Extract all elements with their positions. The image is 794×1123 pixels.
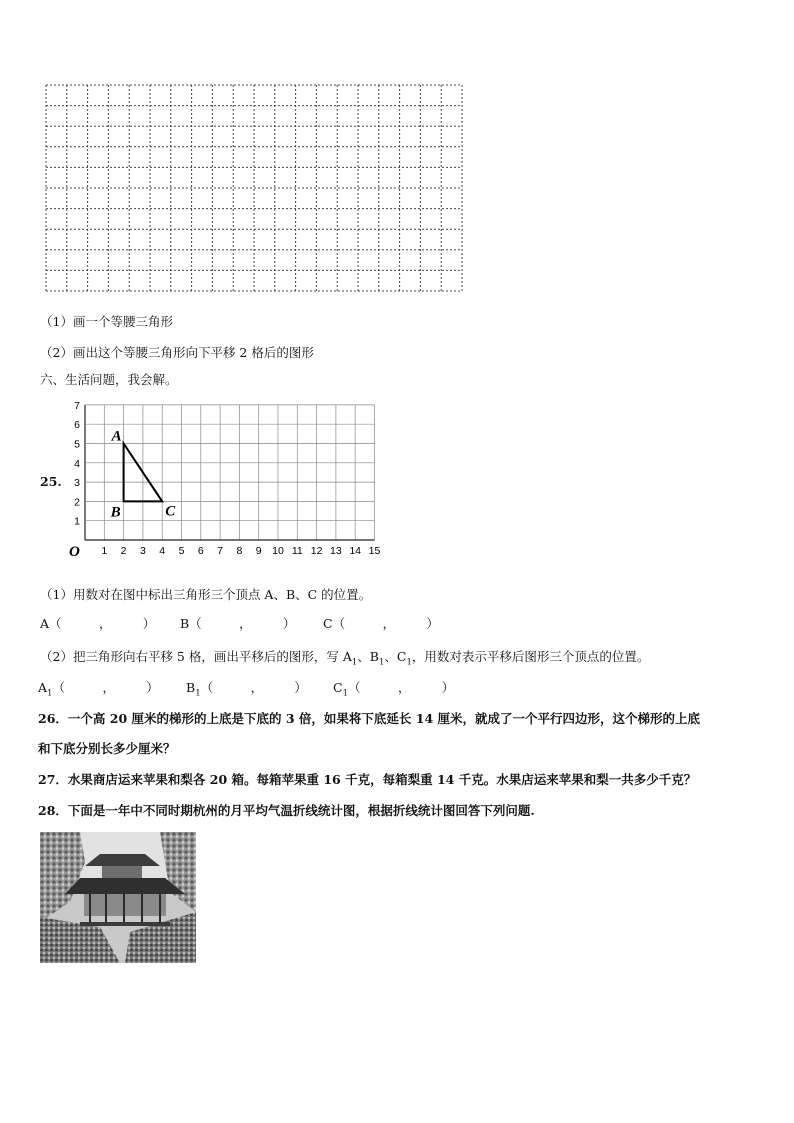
x-tick-label: 13 xyxy=(330,545,342,557)
x-tick-label: 9 xyxy=(255,545,262,557)
x-tick-label: 2 xyxy=(120,545,127,557)
question-25-number: 25. xyxy=(40,474,62,489)
subscript-1: 1 xyxy=(351,657,358,668)
answer-c1 xyxy=(333,678,454,699)
grid-question-2: （2）画出这个等腰三角形向下平移 2 格后的图形 xyxy=(40,345,314,360)
x-tick-label: 10 xyxy=(272,545,284,557)
q25-sub2-post: ，用数对表示平移后图形三个顶点的位置。 xyxy=(411,649,650,664)
vertex-label-c: C xyxy=(165,503,176,520)
section-six-title: 六、生活问题，我会解。 xyxy=(40,372,178,387)
question-26-line2: 和下底分别长多少厘米？ xyxy=(38,741,176,756)
answer-a1-letter: A xyxy=(38,680,48,695)
x-tick-label: 5 xyxy=(178,545,185,557)
x-tick-label: 7 xyxy=(217,545,224,557)
x-tick-label: 15 xyxy=(368,545,381,557)
question-26-line1: 26．一个高 20 厘米的梯形的上底是下底的 3 倍，如果将下底延长 14 厘米，就成了一个平行四边形，这个梯形的上底 xyxy=(38,711,700,726)
q25-sub2-mid2: 、C xyxy=(384,649,407,664)
coordinate-chart xyxy=(60,400,390,560)
answer-b: B（ ， ） xyxy=(180,616,296,631)
x-tick-label: 11 xyxy=(291,545,303,557)
answer-c: C（ ， ） xyxy=(323,616,439,631)
x-tick-label: 4 xyxy=(159,545,166,557)
q25-sub2-pre: （2）把三角形向右平移 5 格，画出平移后的图形，写 A xyxy=(40,649,352,664)
q25-sub2 xyxy=(40,647,649,668)
subscript-1: 1 xyxy=(195,688,201,699)
x-tick-label: 3 xyxy=(139,545,146,557)
y-tick-label: 5 xyxy=(74,438,80,451)
vertex-label-b: B xyxy=(110,504,121,521)
q25-sub1: （1）用数对在图中标出三角形三个顶点 A、B、C 的位置。 xyxy=(40,587,372,602)
x-tick-label: 6 xyxy=(197,545,204,557)
y-tick-label: 3 xyxy=(74,477,80,490)
answer-b1-blank: （ ， ） xyxy=(200,680,307,695)
subscript-1: 1 xyxy=(406,657,412,668)
y-tick-label: 1 xyxy=(74,515,80,528)
x-tick-label: 12 xyxy=(310,545,323,557)
x-tick-label: 14 xyxy=(349,545,362,557)
subscript-1: 1 xyxy=(342,688,348,699)
x-tick-label: 8 xyxy=(236,545,243,557)
q25-sub2-mid1: 、B xyxy=(357,649,379,664)
question-27: 27．水果商店运来苹果和梨各 20 箱。每箱苹果重 16 千克，每箱梨重 14 千克。水果店运来苹果和梨一共多少千克？ xyxy=(38,772,697,787)
dotted-drawing-grid xyxy=(45,84,465,294)
x-tick-label: 1 xyxy=(101,545,108,557)
answer-a1-blank: （ ， ） xyxy=(52,680,159,695)
answer-b1-letter: B xyxy=(186,680,196,695)
y-tick-label: 6 xyxy=(74,419,80,432)
answer-c1-blank: （ ， ） xyxy=(348,680,455,695)
origin-label: O xyxy=(69,544,80,560)
y-tick-label: 7 xyxy=(74,400,80,412)
answer-b1 xyxy=(186,678,307,699)
question-28: 28．下面是一年中不同时期杭州的月平均气温折线统计图，根据折线统计图回答下列问题. xyxy=(38,803,535,818)
answer-c1-letter: C xyxy=(333,680,343,695)
subscript-1: 1 xyxy=(378,657,385,668)
subscript-1: 1 xyxy=(47,688,53,699)
y-tick-label: 4 xyxy=(74,457,80,470)
grid-question-1: （1）画一个等腰三角形 xyxy=(40,314,173,329)
answer-a: A（ ， ） xyxy=(40,616,156,631)
y-tick-label: 2 xyxy=(74,496,80,509)
answer-a1 xyxy=(38,678,159,699)
vertex-label-a: A xyxy=(111,428,122,445)
pavilion-photo xyxy=(40,832,196,963)
